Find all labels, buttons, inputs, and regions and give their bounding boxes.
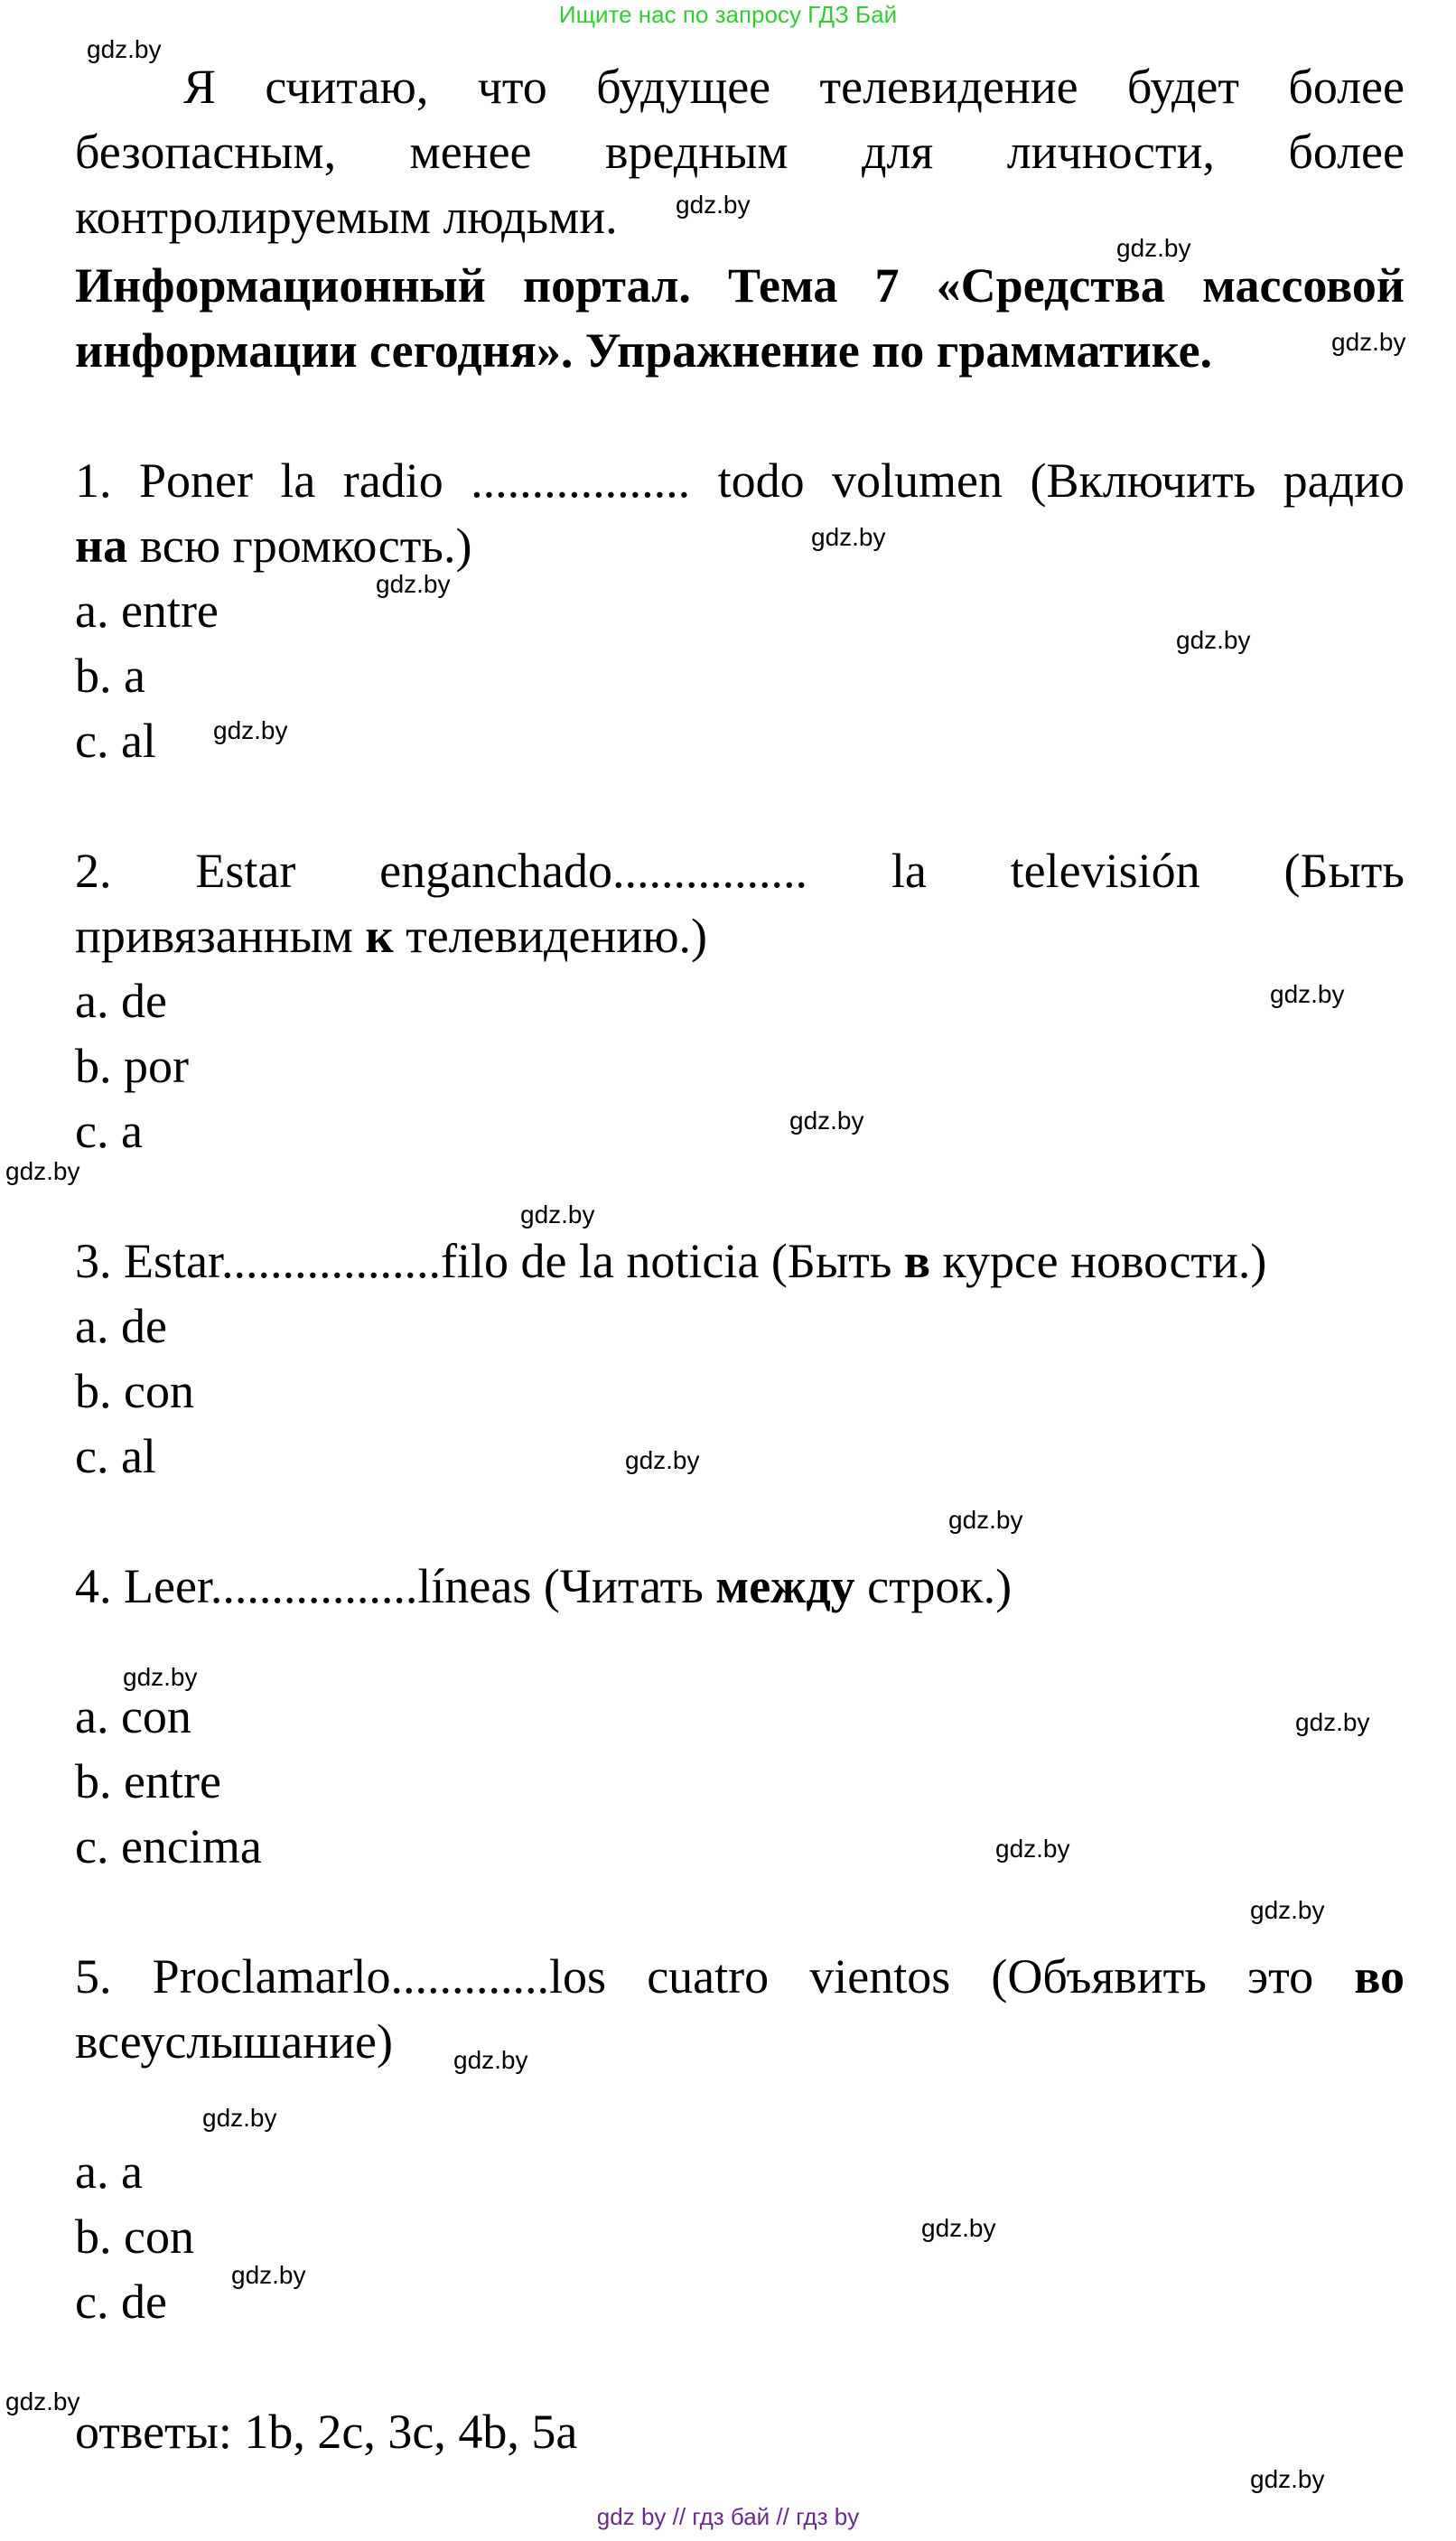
q4-post: строк.) [854, 1559, 1013, 1613]
q1-option-a: a. entre [75, 584, 219, 638]
watermark: gdz.by [1270, 980, 1345, 1008]
watermark: gdz.by [811, 523, 886, 551]
q3-option-c: c. al [75, 1429, 156, 1483]
q1-option-c: c. al [75, 714, 156, 768]
q3-option-b: b. con [75, 1364, 194, 1418]
watermark: gdz.by [5, 2387, 80, 2415]
watermark: gdz.by [1250, 2465, 1325, 2493]
watermark: gdz.by [202, 2104, 277, 2132]
watermark: gdz.by [1250, 1896, 1325, 1924]
q2-option-a: a. de [75, 974, 167, 1028]
q4-line-1 [75, 1554, 1012, 1619]
q3-line-1 [75, 1228, 1266, 1294]
q3-bold: в [903, 1234, 931, 1288]
q2-option-c: c. a [75, 1104, 143, 1158]
q2-post: телевидению.) [393, 909, 708, 963]
watermark: gdz.by [87, 35, 162, 63]
q5-bold: во [1354, 1949, 1405, 2004]
q5-option-c: c. de [75, 2275, 167, 2329]
watermark: gdz.by [1116, 234, 1191, 262]
q5-option-b: b. con [75, 2209, 194, 2264]
q1-line-1: 1. Poner la radio .................. todo volumen (Включить радио [75, 453, 1405, 508]
watermark: gdz.by [520, 1200, 595, 1228]
watermark: gdz.by [376, 570, 451, 598]
watermark: gdz.by [1331, 328, 1406, 356]
heading-line-2: информации сегодня». Упражнение по грамматике. [75, 323, 1213, 378]
watermark: gdz.by [1295, 1708, 1370, 1736]
watermark: gdz.by [995, 1835, 1070, 1863]
q2-option-b: b. por [75, 1039, 189, 1093]
watermark: gdz.by [453, 2046, 528, 2074]
q2-line-1: 2. Estar enganchado................ la televisión (Быть [75, 844, 1405, 898]
top-banner[interactable]: Ищите нас по запросу ГДЗ Бай [558, 1, 898, 28]
q3-post: курсе новости.) [930, 1234, 1267, 1288]
watermark: gdz.by [213, 716, 288, 744]
q5-line-1-text: 5. Proclamarlo.............los cuatro vientos (Объявить это [75, 1949, 1314, 2004]
watermark: gdz.by [948, 1506, 1023, 1534]
answers-line: ответы: 1b, 2c, 3c, 4b, 5a [75, 2405, 578, 2459]
q1-line-2 [75, 513, 471, 578]
q1-line-2-rest: всю громкость.) [127, 518, 472, 573]
q3-pre: 3. Estar..................filo de la noticia (Быть [75, 1234, 904, 1288]
q4-bold: между [715, 1559, 855, 1613]
q4-option-b: b. entre [75, 1754, 221, 1808]
bottom-banner[interactable]: gdz by // гдз бай // гдз by [596, 2503, 860, 2530]
q5-option-a: a. a [75, 2144, 143, 2199]
q5-line-1 [75, 1944, 1405, 2009]
watermark: gdz.by [676, 191, 751, 219]
q4-option-a: a. con [75, 1689, 191, 1743]
q5-line-2: всеуслышание) [75, 2014, 393, 2069]
watermark: gdz.by [1176, 626, 1251, 654]
q1-option-b: b. a [75, 649, 145, 703]
watermark: gdz.by [123, 1663, 198, 1691]
watermark: gdz.by [789, 1107, 864, 1135]
q2-line-2 [75, 903, 707, 968]
watermark: gdz.by [921, 2214, 996, 2242]
q4-pre: 4. Leer.................líneas (Читать [75, 1559, 716, 1613]
intro-paragraph: Я считаю, что будущее телевидение будет более безопасным, менее вредным для личности, более контролируемым людьми. [75, 60, 1405, 244]
q2-bold: к [365, 909, 394, 963]
q2-pre: привязанным [75, 909, 366, 963]
watermark: gdz.by [5, 1157, 80, 1185]
watermark: gdz.by [231, 2261, 306, 2289]
watermark: gdz.by [625, 1446, 700, 1474]
q3-option-a: a. de [75, 1299, 167, 1353]
q4-option-c: c. encima [75, 1819, 262, 1873]
q1-bold: на [75, 518, 128, 573]
heading-line-1: Информационный портал. Тема 7 «Средства массовой [75, 258, 1405, 313]
